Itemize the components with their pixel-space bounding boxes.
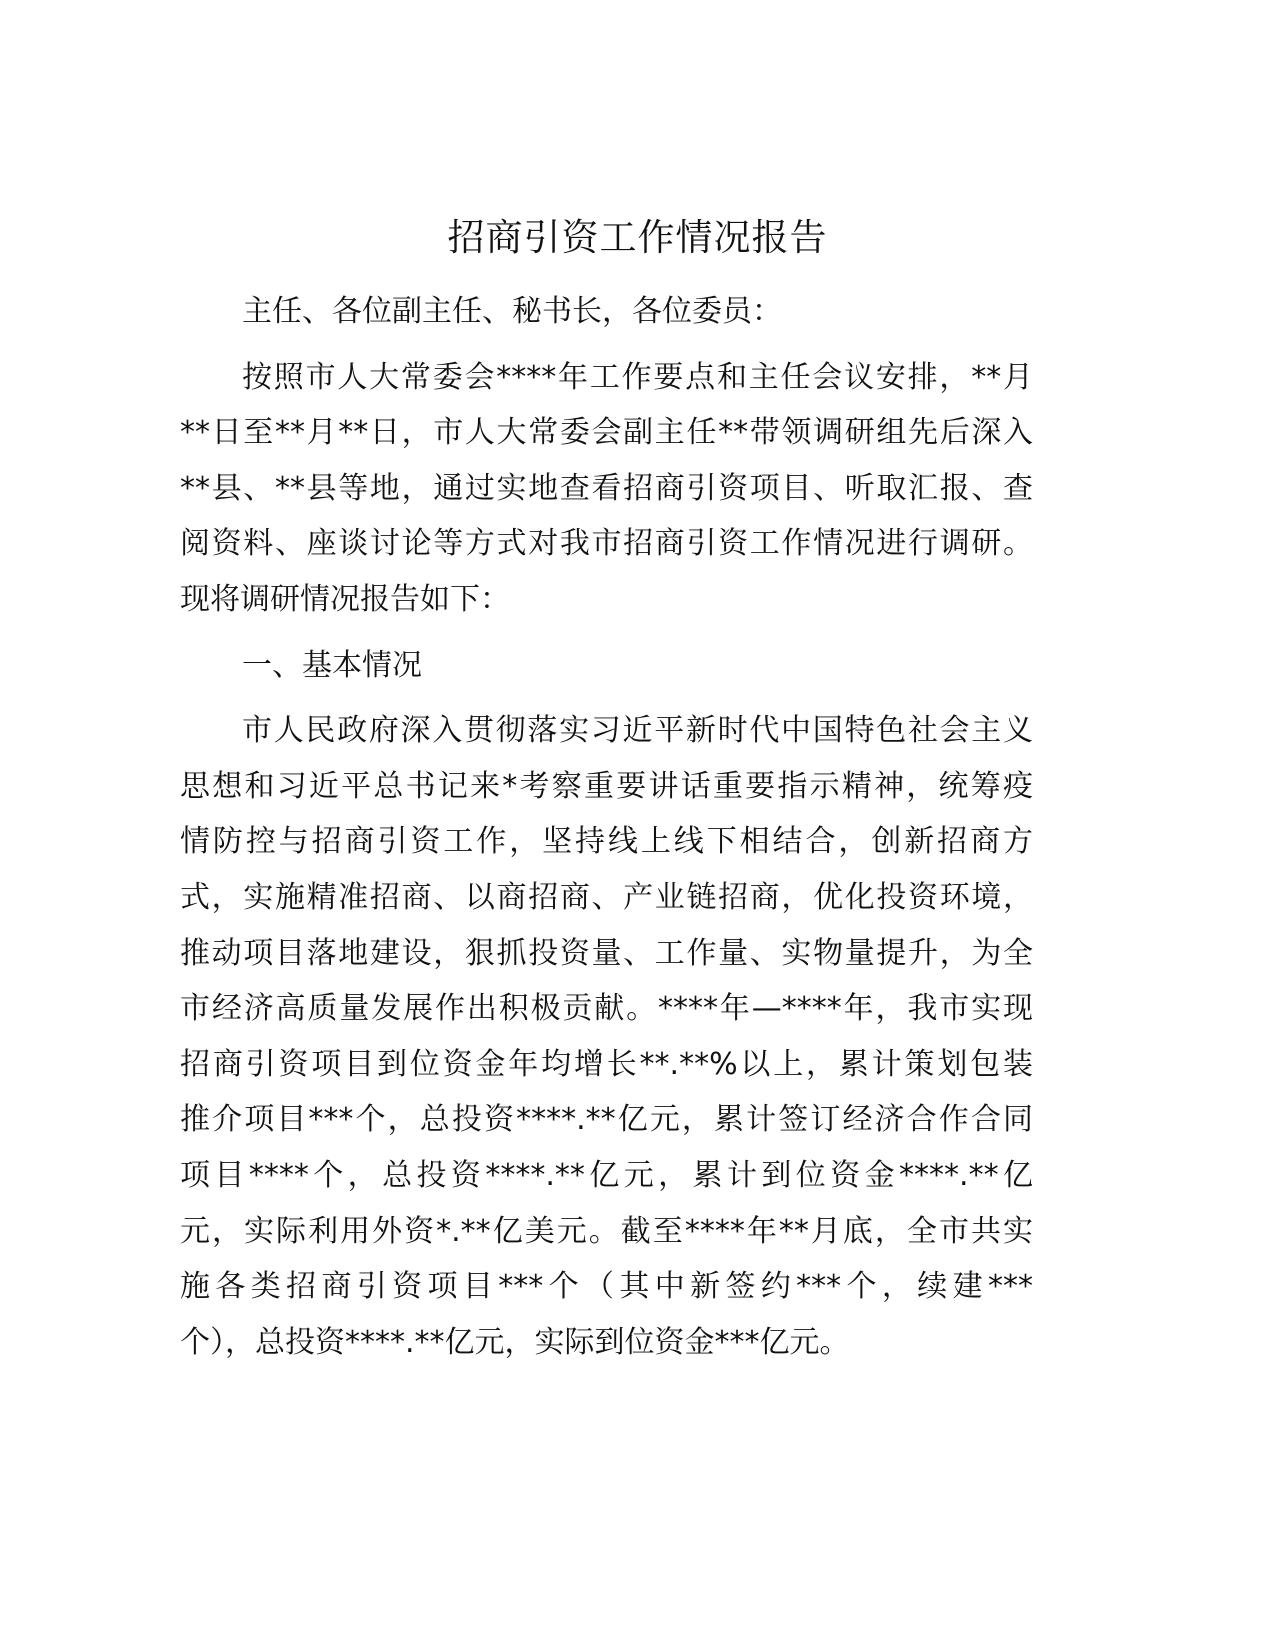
document-title: 招商引资工作情况报告 xyxy=(447,216,828,259)
paragraph-line: 按照市人大常委会****年工作要点和主任会议安排，**月 xyxy=(242,359,1033,395)
document-body xyxy=(180,284,1033,1370)
paragraph-line: 项目****个，总投资****.**亿元，累计到位资金****.**亿 xyxy=(180,1157,1033,1193)
section-heading: 一、基本情况 xyxy=(242,647,422,683)
paragraph-line: 推动项目落地建设，狠抓投资量、工作量、实物量提升，为全 xyxy=(180,935,1033,971)
paragraph-line: 市经济高质量发展作出积极贡献。****年—****年，我市实现 xyxy=(180,991,1033,1027)
paragraph-line: 市人民政府深入贯彻落实习近平新时代中国特色社会主义 xyxy=(242,713,1033,749)
intro-paragraph xyxy=(180,350,1033,628)
paragraph-line: 个），总投资****.**亿元，实际到位资金***亿元。 xyxy=(180,1324,850,1360)
paragraph-line: 现将调研情况报告如下： xyxy=(180,581,510,617)
paragraph-line: **日至**月**日，市人大常委会副主任**带领调研组先后深入 xyxy=(180,415,1033,451)
paragraph-line: 招商引资项目到位资金年均增长**.**%以上，累计策划包装 xyxy=(180,1046,1033,1082)
paragraph-line: 推介项目***个，总投资****.**亿元，累计签订经济合作合同 xyxy=(180,1102,1033,1138)
basic-situation-paragraph xyxy=(180,703,1033,1370)
paragraph-line: 元，实际利用外资*.**亿美元。截至****年**月底，全市共实 xyxy=(180,1213,1033,1249)
salutation: 主任、各位副主任、秘书长，各位委员： xyxy=(242,294,782,329)
paragraph-line: 情防控与招商引资工作，坚持线上线下相结合，创新招商方 xyxy=(180,824,1033,860)
paragraph-line: 阅资料、座谈讨论等方式对我市招商引资工作情况进行调研。 xyxy=(180,526,1033,562)
paragraph-line: 思想和习近平总书记来*考察重要讲话重要指示精神，统筹疫 xyxy=(180,768,1033,804)
paragraph-line: 式，实施精准招商、以商招商、产业链招商，优化投资环境， xyxy=(180,879,1033,915)
paragraph-line: **县、**县等地，通过实地查看招商引资项目、听取汇报、查 xyxy=(180,470,1033,506)
paragraph-line: 施各类招商引资项目***个（其中新签约***个，续建*** xyxy=(180,1269,1033,1305)
